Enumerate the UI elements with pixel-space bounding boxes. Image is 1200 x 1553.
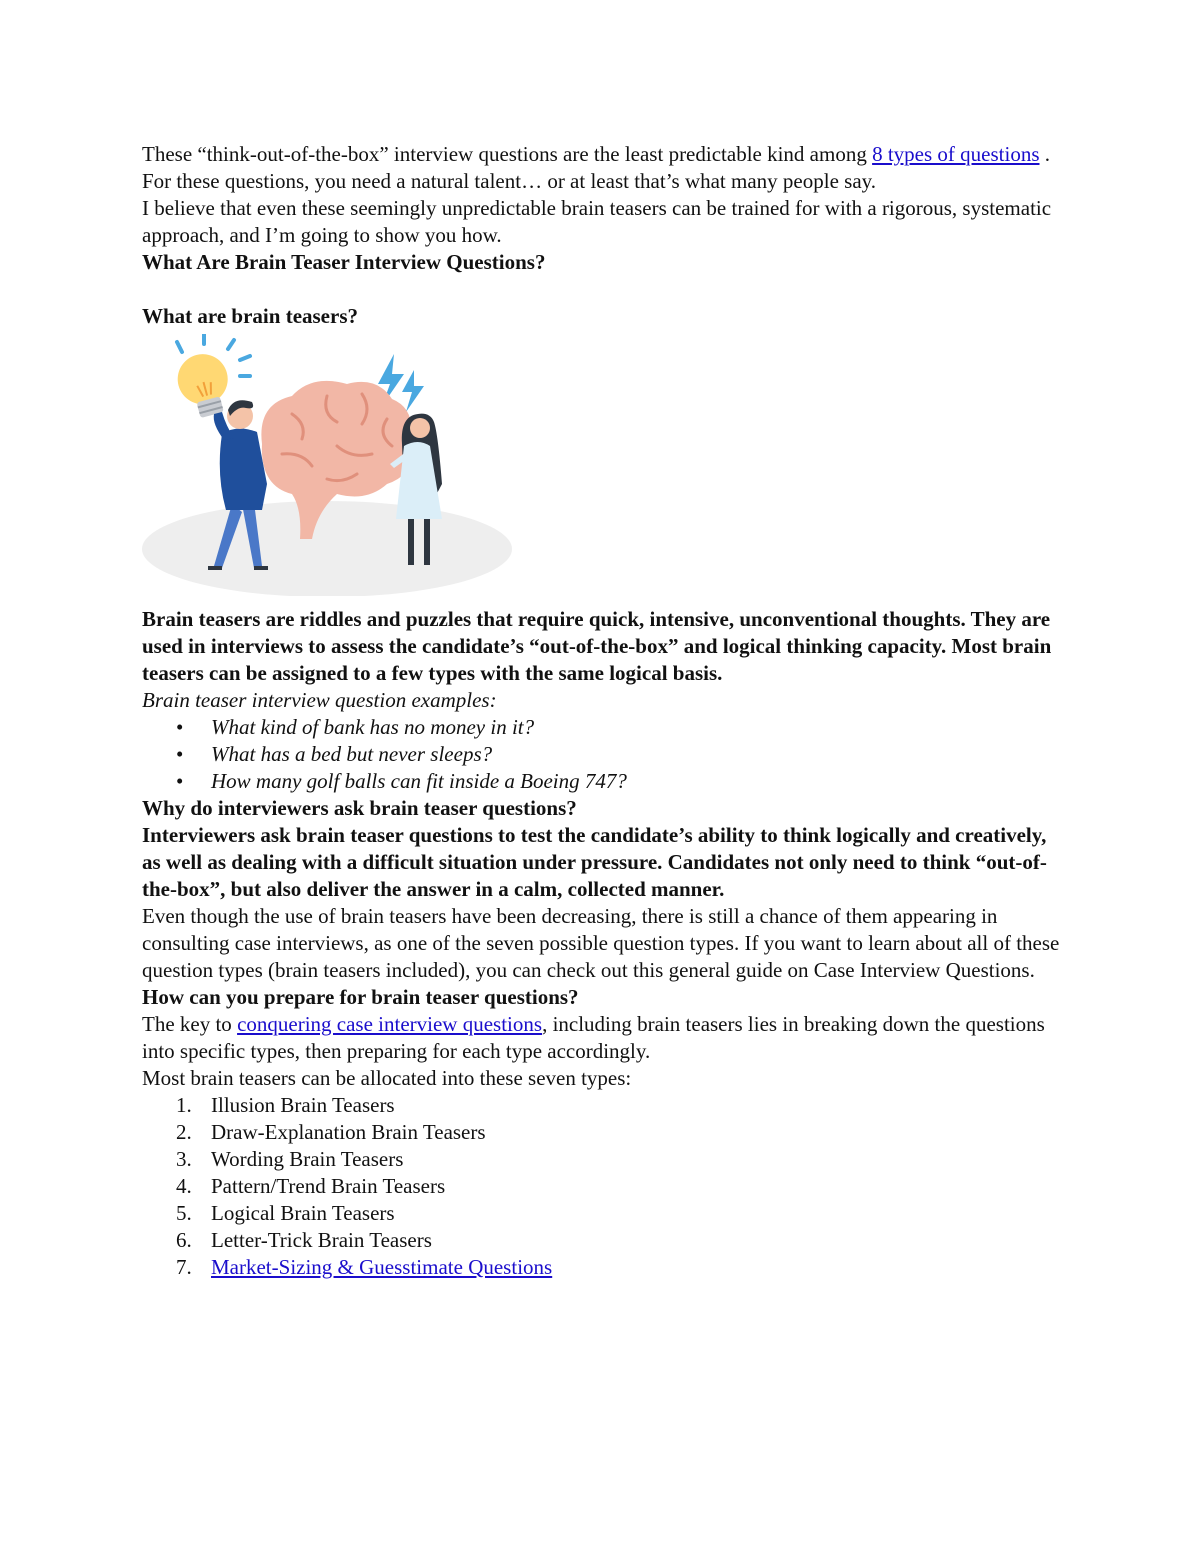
list-number: 2. — [176, 1120, 192, 1144]
intro-paragraph — [142, 141, 1067, 195]
type-label: Illusion Brain Teasers — [211, 1093, 395, 1117]
list-number: 6. — [176, 1228, 192, 1252]
list-number: 7. — [176, 1255, 192, 1279]
market-sizing-link[interactable]: Market-Sizing & Guesstimate Questions — [211, 1255, 553, 1279]
type-label: Pattern/Trend Brain Teasers — [211, 1174, 446, 1198]
list-number: 1. — [176, 1093, 192, 1117]
examples-label: Brain teaser interview question examples: — [142, 688, 497, 712]
heading-what-are-questions: What Are Brain Teaser Interview Questions? — [142, 250, 546, 274]
types-of-questions-link[interactable]: 8 types of questions — [872, 142, 1040, 166]
case-interview-questions-link[interactable]: conquering case interview questions — [237, 1012, 543, 1036]
heading-what-are-teasers: What are brain teasers? — [142, 304, 358, 328]
example-text: What kind of bank has no money in it? — [211, 715, 535, 739]
prepare-text-after: , including brain teasers lies in breaking down the questions into specific types, then preparing for each type accordingly. — [142, 1012, 1045, 1063]
intro-text-before: These “think-out-of-the-box” interview questions are the least predictable kind among — [142, 142, 873, 166]
bullet-icon: • — [176, 715, 184, 739]
list-number: 3. — [176, 1147, 192, 1171]
type-label: Wording Brain Teasers — [211, 1147, 404, 1171]
bullet-icon: • — [176, 769, 184, 793]
list-number: 5. — [176, 1201, 192, 1225]
list-item — [176, 741, 1067, 768]
document-page — [142, 141, 1067, 1281]
type-label: Letter-Trick Brain Teasers — [211, 1228, 432, 1252]
type-label: Draw-Explanation Brain Teasers — [211, 1120, 486, 1144]
blank-line — [142, 276, 1067, 303]
list-item — [176, 714, 1067, 741]
type-label: Logical Brain Teasers — [211, 1201, 395, 1225]
list-item — [176, 768, 1067, 795]
list-item — [176, 1173, 1067, 1200]
brain-teaser-illustration-icon — [142, 334, 522, 596]
heading-why-ask: Why do interviewers ask brain teaser questions? — [142, 796, 577, 820]
definition-paragraph: Brain teasers are riddles and puzzles that require quick, intensive, unconventional thoughts. They are used in interviews to assess the candidate’s “out-of-the-box” and logical thinking capacity. Most brain teasers can be assigned to a few types with the same logical basis. — [142, 607, 1052, 685]
example-text: How many golf balls can fit inside a Boeing 747? — [211, 769, 627, 793]
list-item — [176, 1119, 1067, 1146]
heading-how-prepare: How can you prepare for brain teaser questions? — [142, 985, 579, 1009]
example-text: What has a bed but never sleeps? — [211, 742, 493, 766]
ground-shadow — [142, 501, 512, 596]
list-item — [176, 1146, 1067, 1173]
list-item — [176, 1200, 1067, 1227]
bullet-icon: • — [176, 742, 184, 766]
prepare-paragraph — [142, 1011, 1067, 1065]
types-list — [142, 1092, 1067, 1281]
list-item — [176, 1254, 1067, 1281]
why-bold-paragraph: Interviewers ask brain teaser questions to test the candidate’s ability to think logically and creatively, as well as dealing with a difficult situation under pressure. Candidates not only need to think “out-of-the-box”, but also deliver the answer in a calm, collected manner. — [142, 823, 1047, 901]
why-regular-paragraph: Even though the use of brain teasers have been decreasing, there is still a chance of them appearing in consulting case interviews, as one of the seven possible question types. If you want to learn about all of these question types (brain teasers included), you can check out this general guide on Case Interview Questions. — [142, 904, 1060, 982]
list-item — [176, 1092, 1067, 1119]
light-bulb-icon — [172, 349, 236, 422]
prepare-text-before: The key to — [142, 1012, 238, 1036]
list-number: 4. — [176, 1174, 192, 1198]
types-intro: Most brain teasers can be allocated into these seven types: — [142, 1066, 632, 1090]
approach-paragraph: I believe that even these seemingly unpredictable brain teasers can be trained for with a rigorous, systematic approach, and I’m going to show you how. — [142, 196, 1052, 247]
list-item — [176, 1227, 1067, 1254]
intro-text-after: . For these questions, you need a natural talent… or at least that’s what many people say. — [142, 142, 1050, 193]
examples-list — [142, 714, 1067, 795]
